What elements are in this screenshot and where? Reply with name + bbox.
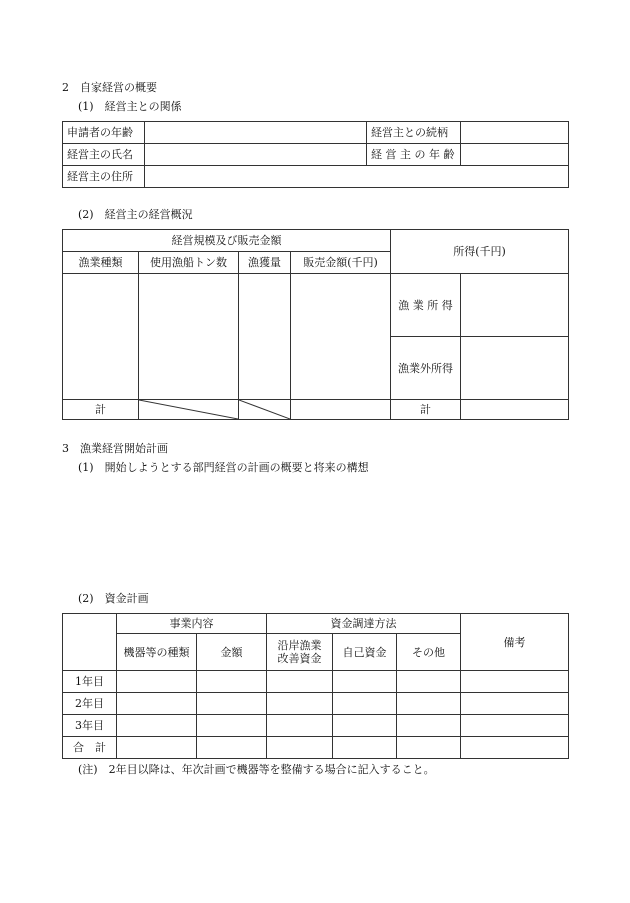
owner-address-label: 経営主の住所 — [63, 166, 145, 188]
row-label-total: 合 計 — [63, 737, 117, 759]
relation-table — [62, 121, 569, 188]
footnote: (注) 2年目以降は、年次計画で機器等を整備する場合に記入すること。 — [78, 763, 435, 776]
col-tonnage: 使用漁船トン数 — [139, 252, 239, 274]
year1-other[interactable] — [397, 671, 461, 693]
business-header: 事業内容 — [117, 614, 267, 634]
row-label-year3: 3年目 — [63, 715, 117, 737]
coastal-fund-line2: 改善資金 — [277, 652, 322, 665]
year1-equipment[interactable] — [117, 671, 197, 693]
year3-own[interactable] — [333, 715, 397, 737]
catch-cell[interactable] — [239, 274, 291, 400]
sales-cell[interactable] — [291, 274, 391, 400]
tonnage-cell[interactable] — [139, 274, 239, 400]
section3-heading: 3 漁業経営開始計画 — [62, 442, 168, 455]
year3-other[interactable] — [397, 715, 461, 737]
col-equipment-type: 機器等の種類 — [117, 634, 197, 671]
fishing-income-label: 漁 業 所 得 — [391, 274, 461, 337]
sales-total-cell[interactable] — [291, 400, 391, 420]
col-fishery-type: 漁業種類 — [63, 252, 139, 274]
applicant-age-cell[interactable] — [145, 122, 367, 144]
year2-amount[interactable] — [197, 693, 267, 715]
management-table — [62, 229, 569, 420]
coastal-fund-line1: 沿岸漁業 — [277, 639, 322, 652]
owner-address-cell[interactable] — [145, 166, 569, 188]
applicant-age-label: 申請者の年齢 — [63, 122, 145, 144]
total-remarks[interactable] — [461, 737, 569, 759]
year3-amount[interactable] — [197, 715, 267, 737]
funding-table — [62, 613, 569, 759]
col-catch: 漁獲量 — [239, 252, 291, 274]
year2-remarks[interactable] — [461, 693, 569, 715]
col-other: その他 — [397, 634, 461, 671]
total-coastal[interactable] — [267, 737, 333, 759]
relation-cell[interactable] — [461, 122, 569, 144]
year3-equipment[interactable] — [117, 715, 197, 737]
section2-sub1: (1) 経営主との関係 — [78, 100, 182, 113]
scale-header: 経営規模及び販売金額 — [63, 230, 391, 252]
fishing-income-cell[interactable] — [461, 274, 569, 337]
section3-sub1: (1) 開始しようとする部門経営の計画の概要と将来の構想 — [78, 461, 369, 474]
income-total-cell[interactable] — [461, 400, 569, 420]
row-label-year1: 1年目 — [63, 671, 117, 693]
section3-sub2: (2) 資金計画 — [78, 592, 149, 605]
total-amount[interactable] — [197, 737, 267, 759]
col-amount: 金額 — [197, 634, 267, 671]
catch-total-diagonal — [239, 400, 291, 420]
funding-corner-cell — [63, 614, 117, 671]
year2-own[interactable] — [333, 693, 397, 715]
funding-header: 資金調達方法 — [267, 614, 461, 634]
income-total-label: 計 — [391, 400, 461, 420]
owner-age-label: 経 営 主 の 年 齢 — [367, 144, 461, 166]
owner-name-label: 経営主の氏名 — [63, 144, 145, 166]
year1-coastal[interactable] — [267, 671, 333, 693]
col-sales: 販売金額(千円) — [291, 252, 391, 274]
year1-remarks[interactable] — [461, 671, 569, 693]
total-equipment[interactable] — [117, 737, 197, 759]
remarks-header: 備考 — [461, 614, 569, 671]
total-other[interactable] — [397, 737, 461, 759]
total-own[interactable] — [333, 737, 397, 759]
year3-remarks[interactable] — [461, 715, 569, 737]
col-coastal-fund — [267, 634, 333, 671]
relation-label: 経営主との続柄 — [367, 122, 461, 144]
section2-heading: 2 自家経営の概要 — [62, 81, 157, 94]
year1-own[interactable] — [333, 671, 397, 693]
year2-equipment[interactable] — [117, 693, 197, 715]
year1-amount[interactable] — [197, 671, 267, 693]
year3-coastal[interactable] — [267, 715, 333, 737]
owner-age-cell[interactable] — [461, 144, 569, 166]
income-header: 所得(千円) — [391, 230, 569, 274]
nonfishing-income-cell[interactable] — [461, 337, 569, 400]
owner-name-cell[interactable] — [145, 144, 367, 166]
year2-other[interactable] — [397, 693, 461, 715]
tonnage-total-diagonal — [139, 400, 239, 420]
total-label: 計 — [63, 400, 139, 420]
col-own-funds: 自己資金 — [333, 634, 397, 671]
year2-coastal[interactable] — [267, 693, 333, 715]
nonfishing-income-label: 漁業外所得 — [391, 337, 461, 400]
section2-sub2: (2) 経営主の経営概況 — [78, 208, 193, 221]
row-label-year2: 2年目 — [63, 693, 117, 715]
fishery-type-cell[interactable] — [63, 274, 139, 400]
